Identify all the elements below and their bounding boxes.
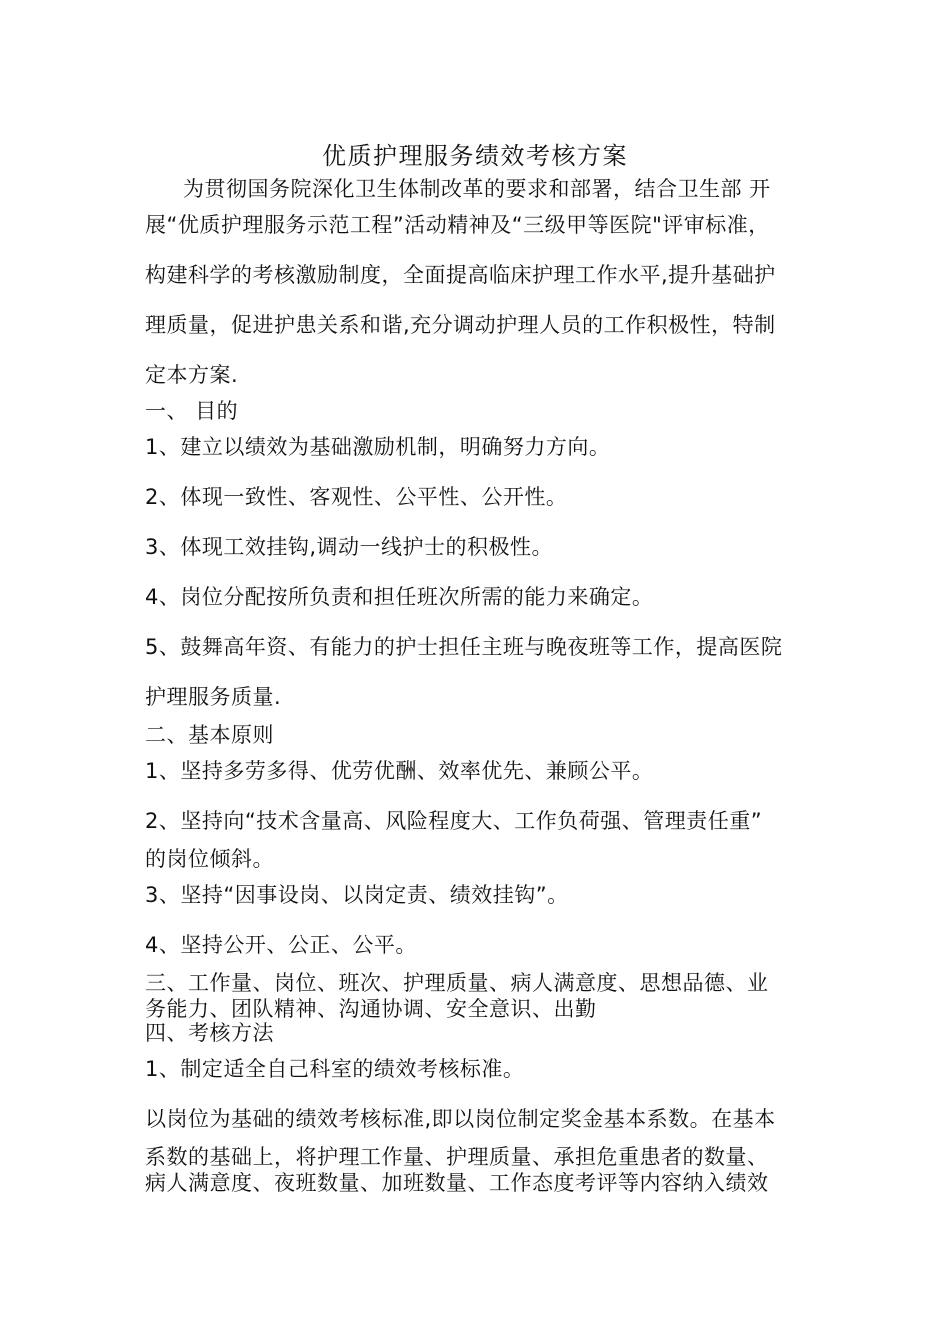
paragraph-line: 以岗位为基础的绩效考核标准,即以岗位制定奖金基本系数。在基本 bbox=[145, 1107, 776, 1131]
section-heading: 一、 目的 bbox=[145, 399, 239, 423]
list-item: 2、体现一致性、客观性、公平性、公开性。 bbox=[145, 485, 568, 509]
intro-line: 理质量，促进护患关系和谐,充分调动护理人员的工作积极性，特制 bbox=[145, 313, 776, 337]
list-item: 5、鼓舞高年资、有能力的护士担任主班与晚夜班等工作，提高医院 bbox=[145, 635, 783, 659]
paragraph-line: 系数的基础上，将护理工作量、护理质量、承担危重患者的数量、 bbox=[145, 1145, 769, 1169]
paragraph-line: 病人满意度、夜班数量、加班数量、工作态度考评等内容纳入绩效 bbox=[145, 1171, 769, 1195]
section-heading: 四、考核方法 bbox=[145, 1021, 274, 1045]
list-item: 2、坚持向“技术含量高、风险程度大、工作负荷强、管理责任重” bbox=[145, 809, 763, 833]
list-item: 3、体现工效挂钩,调动一线护士的积极性。 bbox=[145, 535, 554, 559]
section-heading: 务能力、团队精神、沟通协调、安全意识、出勤 bbox=[145, 997, 597, 1021]
list-item: 的岗位倾斜。 bbox=[145, 847, 274, 871]
intro-line: 构建科学的考核激励制度，全面提高临床护理工作水平,提升基础护 bbox=[145, 263, 776, 287]
intro-line: 定本方案. bbox=[145, 363, 239, 387]
document-title: 优质护理服务绩效考核方案 bbox=[322, 142, 628, 170]
list-item: 1、建立以绩效为基础激励机制，明确努力方向。 bbox=[145, 435, 611, 459]
intro-line: 展“优质护理服务示范工程”活动精神及“三级甲等医院"评审标准， bbox=[145, 213, 770, 237]
list-item: 1、坚持多劳多得、优劳优酬、效率优先、兼顾公平。 bbox=[145, 759, 654, 783]
list-item: 4、坚持公开、公正、公平。 bbox=[145, 933, 417, 957]
list-item: 1、制定适全自己科室的绩效考核标准。 bbox=[145, 1057, 525, 1081]
list-item: 3、坚持“因事设岗、以岗定责、绩效挂钩”。 bbox=[145, 883, 569, 907]
section-heading: 二、基本原则 bbox=[145, 723, 274, 747]
intro-line: 为贯彻国务院深化卫生体制改革的要求和部署，结合卫生部 开 bbox=[183, 177, 771, 201]
list-item: 4、岗位分配按所负责和担任班次所需的能力来确定。 bbox=[145, 585, 654, 609]
section-heading: 三、工作量、岗位、班次、护理质量、病人满意度、思想品德、业 bbox=[145, 971, 769, 995]
list-item: 护理服务质量. bbox=[145, 685, 282, 709]
